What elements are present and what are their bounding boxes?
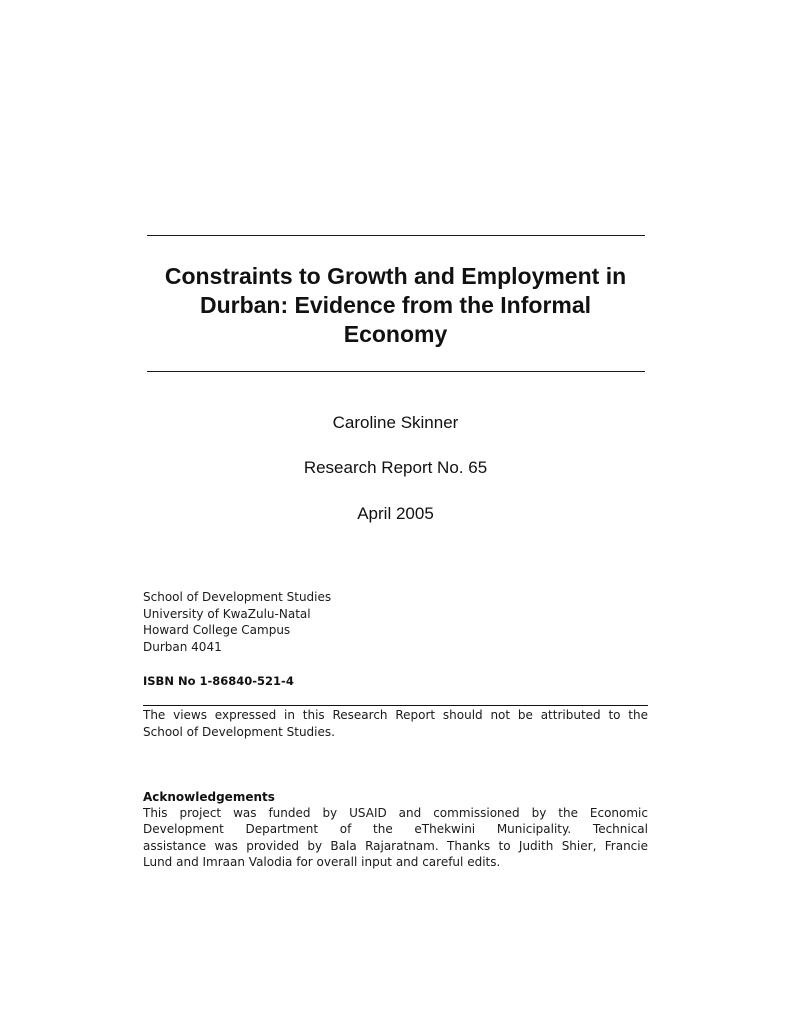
isbn-number: ISBN No 1-86840-521-4: [143, 674, 294, 688]
title-line-2: Durban: Evidence from the Informal: [199, 292, 592, 318]
title-bottom-rule: [147, 371, 645, 372]
address-line-1: School of Development Studies: [143, 590, 332, 604]
disclaimer-line-2: School of Development Studies.: [143, 724, 335, 739]
title-line-3: Economy: [343, 321, 448, 347]
address-line-2: University of KwaZulu-Natal: [143, 606, 311, 621]
publication-date: April 2005: [357, 504, 434, 523]
acknowledgements-heading: Acknowledgements: [143, 790, 275, 804]
document-title: [120, 262, 671, 349]
ack-line-4: Lund and Imraan Valodia for overall input and careful edits.: [143, 854, 501, 869]
address-line-4: Durban 4041: [143, 639, 222, 654]
disclaimer-line-1: The views expressed in this Research Report should not be attributed to the: [143, 708, 648, 722]
ack-line-2: Development Department of the eThekwini Municipality. Technical: [143, 822, 648, 837]
address-line-3: Howard College Campus: [143, 623, 291, 637]
institution-address: [143, 589, 331, 655]
report-number: Research Report No. 65: [303, 458, 488, 477]
title-top-rule: [147, 235, 645, 236]
disclaimer-text: [143, 707, 648, 740]
disclaimer-rule: [143, 705, 648, 706]
ack-line-1: This project was funded by USAID and commissioned by the Economic: [143, 806, 648, 820]
author-name: Caroline Skinner: [332, 413, 459, 432]
ack-line-3: assistance was provided by Bala Rajaratnam. Thanks to Judith Shier, Francie: [143, 838, 648, 853]
acknowledgements-text: [143, 805, 648, 870]
title-line-1: Constraints to Growth and Employment in: [164, 263, 627, 289]
